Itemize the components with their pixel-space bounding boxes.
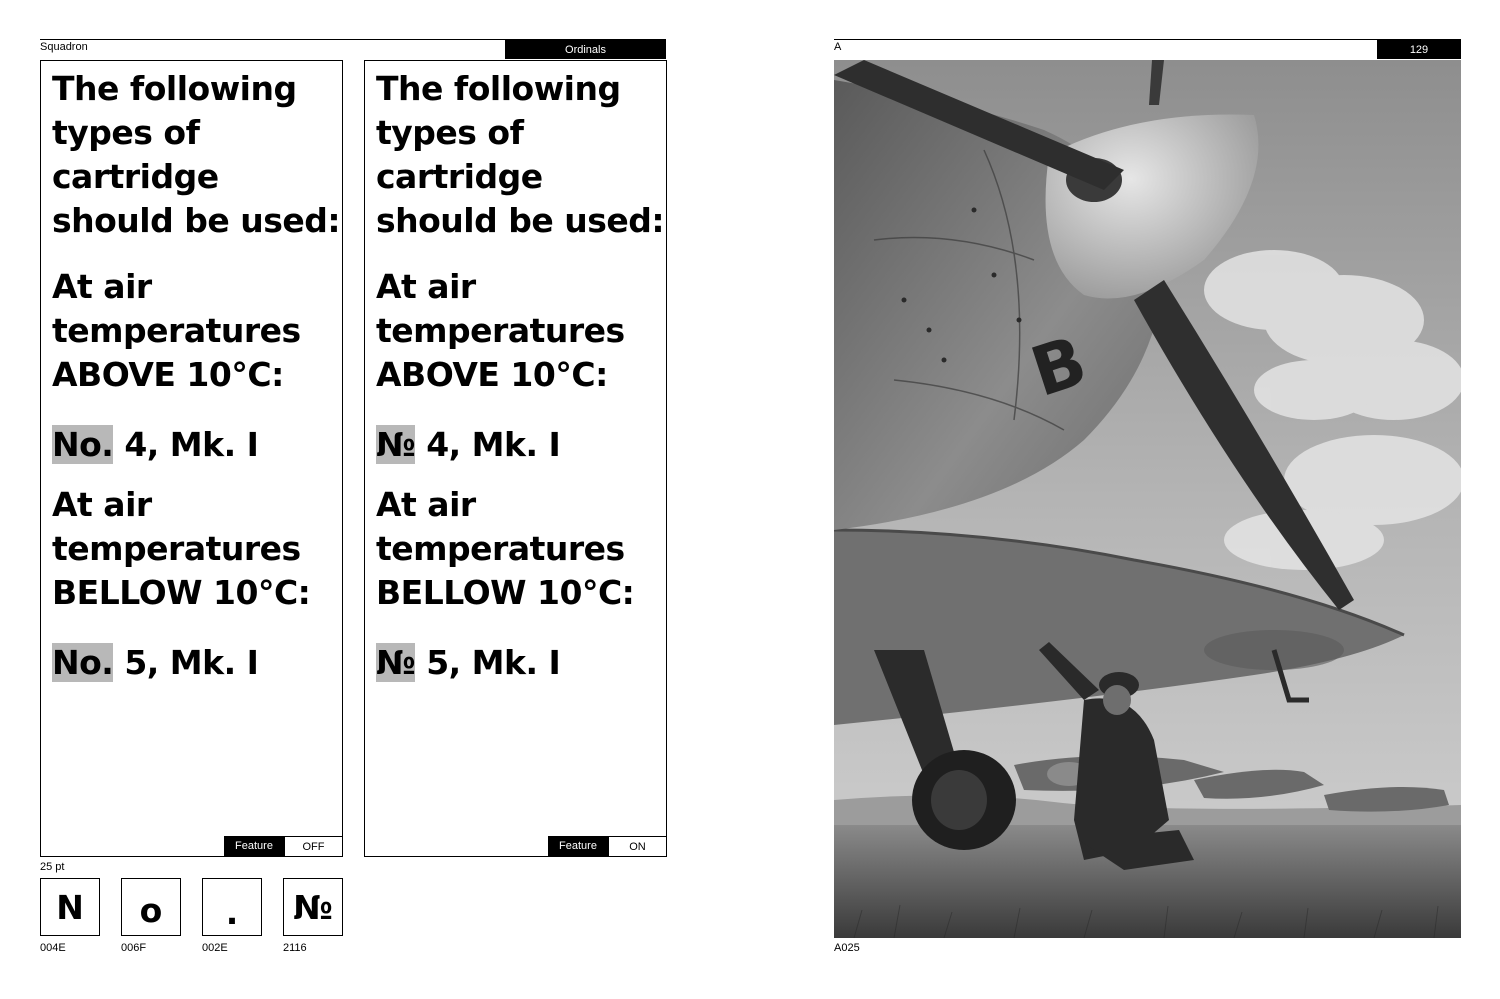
numero-sign-highlight: № bbox=[376, 425, 416, 464]
text-line: cartridge bbox=[52, 157, 219, 196]
glyph-code: 004E bbox=[40, 942, 66, 954]
text-line: At air bbox=[52, 267, 152, 306]
above-block bbox=[52, 265, 352, 397]
text-line: temperatures bbox=[52, 311, 301, 350]
glyph-box bbox=[202, 878, 262, 936]
size-label: 25 pt bbox=[40, 861, 65, 873]
glyph-char: N bbox=[56, 887, 84, 927]
section-tab-label: Ordinals bbox=[565, 43, 606, 56]
text-line: temperatures bbox=[52, 529, 301, 568]
spec-value: 4, Mk. I bbox=[415, 425, 561, 464]
feature-label: Feature bbox=[224, 836, 284, 856]
numero-sign-highlight: № bbox=[376, 643, 416, 682]
spec-line-2 bbox=[376, 637, 676, 689]
glyph-code: 006F bbox=[121, 942, 147, 954]
glyph-char: № bbox=[293, 887, 333, 927]
aircraft-photo bbox=[834, 60, 1461, 938]
text-line: ABOVE 10°C: bbox=[52, 355, 284, 394]
page-number-tab bbox=[1377, 40, 1461, 59]
spec-value: 4, Mk. I bbox=[113, 425, 259, 464]
spec-value: 5, Mk. I bbox=[113, 643, 259, 682]
section-tab bbox=[505, 40, 666, 59]
glyph-box bbox=[283, 878, 343, 936]
glyph-char: . bbox=[225, 892, 239, 932]
feature-state: OFF bbox=[284, 836, 342, 856]
page-number: 129 bbox=[1409, 43, 1429, 56]
glyph-code: 002E bbox=[202, 942, 228, 954]
glyph-code: 2116 bbox=[283, 942, 307, 954]
text-line: temperatures bbox=[376, 311, 625, 350]
text-line: The following bbox=[52, 69, 297, 108]
text-line: At air bbox=[376, 267, 476, 306]
glyph-char: o bbox=[139, 890, 163, 930]
spec-value: 5, Mk. I bbox=[415, 643, 561, 682]
below-block bbox=[376, 483, 676, 615]
glyph-box bbox=[40, 878, 100, 936]
running-head-right: A bbox=[834, 41, 842, 53]
fuselage-letter: B bbox=[1022, 321, 1096, 413]
text-line: At air bbox=[376, 485, 476, 524]
number-sign-highlight: No. bbox=[52, 643, 114, 682]
text-line: ABOVE 10°C: bbox=[376, 355, 608, 394]
feature-label: Feature bbox=[548, 836, 608, 856]
text-line: BELLOW 10°C: bbox=[376, 573, 635, 612]
text-line: should be used: bbox=[376, 201, 665, 240]
text-line: types of bbox=[52, 113, 200, 152]
panel-text bbox=[52, 67, 352, 711]
text-line: BELLOW 10°C: bbox=[52, 573, 311, 612]
glyph-box bbox=[121, 878, 181, 936]
below-block bbox=[52, 483, 352, 615]
text-line: At air bbox=[52, 485, 152, 524]
feature-toggle-on[interactable] bbox=[548, 836, 666, 856]
panel-text bbox=[376, 67, 676, 711]
number-sign-highlight: No. bbox=[52, 425, 114, 464]
feature-toggle-off[interactable] bbox=[224, 836, 342, 856]
text-line: The following bbox=[376, 69, 621, 108]
text-line: should be used: bbox=[52, 201, 341, 240]
spec-line-2 bbox=[52, 637, 352, 689]
text-line: cartridge bbox=[376, 157, 543, 196]
running-head-left: Squadron bbox=[40, 41, 88, 53]
heading-block bbox=[52, 67, 352, 243]
specimen-panel-off bbox=[40, 60, 343, 857]
photo-caption: A025 bbox=[834, 942, 860, 954]
specimen-panel-on bbox=[364, 60, 667, 857]
heading-block bbox=[376, 67, 676, 243]
photo-illustration bbox=[834, 60, 1461, 938]
text-line: types of bbox=[376, 113, 524, 152]
spec-line-1 bbox=[376, 419, 676, 471]
above-block bbox=[376, 265, 676, 397]
feature-state: ON bbox=[608, 836, 666, 856]
top-rule-right bbox=[834, 39, 1461, 40]
spec-line-1 bbox=[52, 419, 352, 471]
text-line: temperatures bbox=[376, 529, 625, 568]
